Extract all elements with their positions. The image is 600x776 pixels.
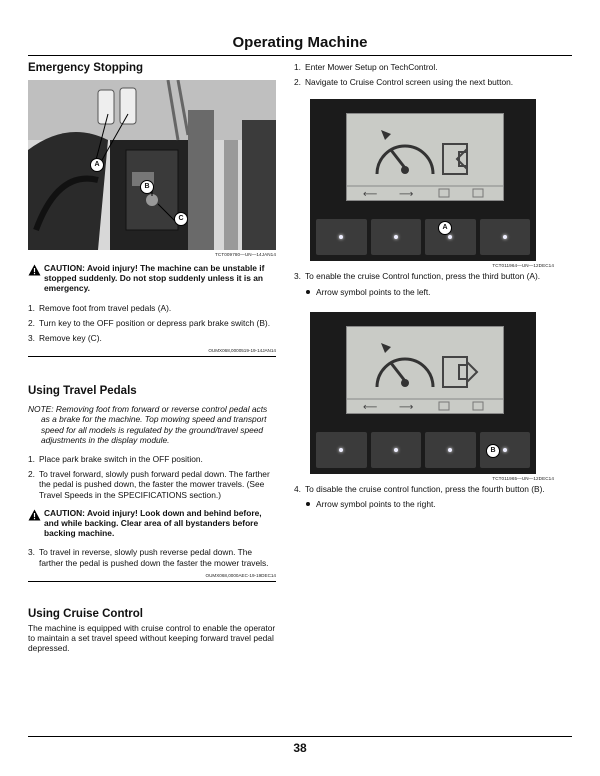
emergency-heading: Emergency Stopping [28,62,144,74]
svg-text:⟵: ⟵ [363,189,378,201]
display-button-2[interactable] [371,432,422,468]
callout-c: C [174,212,188,226]
emergency-caution-text: CAUTION: Avoid injury! The machine can be unstable if stopped suddenly. Do not stop suddenly unless it is an emergency. [44,263,265,294]
travel-heading: Using Travel Pedals [28,385,137,398]
list-item: 3. To enable the cruise Control function, press the third button (A). [294,271,541,282]
left-column [28,62,276,653]
cruise-step-3 [294,271,554,281]
page-title: Operating Machine [232,34,368,51]
callout-b: B [486,444,500,458]
svg-text:⟶: ⟶ [399,189,414,201]
lcd-screen [346,113,504,201]
emergency-photo-caption: TCT009780—UN—14JAN14 [215,252,276,257]
display-button-3[interactable] [425,432,476,468]
emergency-caution [28,263,276,294]
cruise-gauge-right-arrow-icon [347,327,503,413]
travel-steps-b [28,547,276,567]
control-panel-illustration [28,80,276,250]
travel-note: NOTE: Removing foot from forward or reverse control pedal acts as a brake for the machine. Top mowing speed and transport speed for all models is regulated by the ground/travel speed adjustments in the display module. [28,404,268,445]
right-column [294,62,554,509]
callout-a: A [90,158,104,172]
cruise-gauge-left-arrow-icon [347,114,503,200]
callout-b: B [140,180,154,194]
list-item: 1. Enter Mower Setup on TechControl. [294,62,438,72]
cruise-bullet-4: Arrow symbol points to the right. [294,499,554,509]
cruise-step-4 [294,484,554,494]
cruise-steps-a [294,62,554,87]
cruise-fig1-caption: TCT011964—UN—12DEC14 [492,263,554,269]
list-item: 2. Turn key to the OFF position or depress park brake switch (B). [28,317,271,328]
display-button-4[interactable] [480,219,531,255]
list-item: 4. To disable the cruise control function, press the fourth button (B). [294,483,545,494]
emergency-ref: OUMX068,0000519-19-14JAN14 [28,348,276,357]
emergency-photo [28,80,276,250]
emergency-steps [28,303,276,344]
svg-text:⟵: ⟵ [363,401,378,413]
list-item: 3. Remove key (C). [28,333,102,344]
cruise-intro: The machine is equipped with cruise control to enable the operator to maintain a set travel speed without keeping forward travel pedal depressed. [28,622,276,654]
warning-icon [28,509,41,521]
travel-steps-a [28,454,276,500]
callout-a: A [438,221,452,235]
list-item: 1. Remove foot from travel pedals (A). [28,302,172,313]
display-button-2[interactable] [371,219,422,255]
display-button-1[interactable] [316,219,367,255]
travel-caution-text: CAUTION: Avoid injury! Look down and behind before, and while backing. Clear area of all bystanders before backing machine. [44,507,262,539]
display-buttons [314,219,532,255]
lcd-screen [346,326,504,414]
list-item: 3. To travel in reverse, slowly push reverse pedal down. The farther the pedal is pushed down the faster the mower travels. [28,547,269,568]
footer-rule [28,736,572,737]
page-number: 38 [293,741,307,755]
header-rule [28,55,572,56]
warning-icon [28,264,41,276]
list-item: 2. Navigate to Cruise Control screen using the next button. [294,77,514,88]
svg-text:⟶: ⟶ [399,401,414,413]
cruise-display-disable-photo [310,312,536,474]
list-item: 1. Place park brake switch in the OFF position. [28,454,203,465]
travel-caution [28,508,276,539]
cruise-heading: Using Cruise Control [28,607,144,620]
cruise-bullet-3: Arrow symbol points to the left. [294,287,554,297]
display-button-1[interactable] [316,432,367,468]
list-item: 2. To travel forward, slowly push forward pedal down. The farther the pedal is pushed down, the faster the mower travels. (See Travel Speeds in the SPECIFICATIONS section.) [28,469,270,500]
cruise-display-enable-photo [310,99,536,261]
cruise-fig2-caption: TCT011965—UN—12DEC14 [492,475,554,481]
travel-ref: OUMX068,0000AEC-19-19DEC14 [28,573,276,582]
